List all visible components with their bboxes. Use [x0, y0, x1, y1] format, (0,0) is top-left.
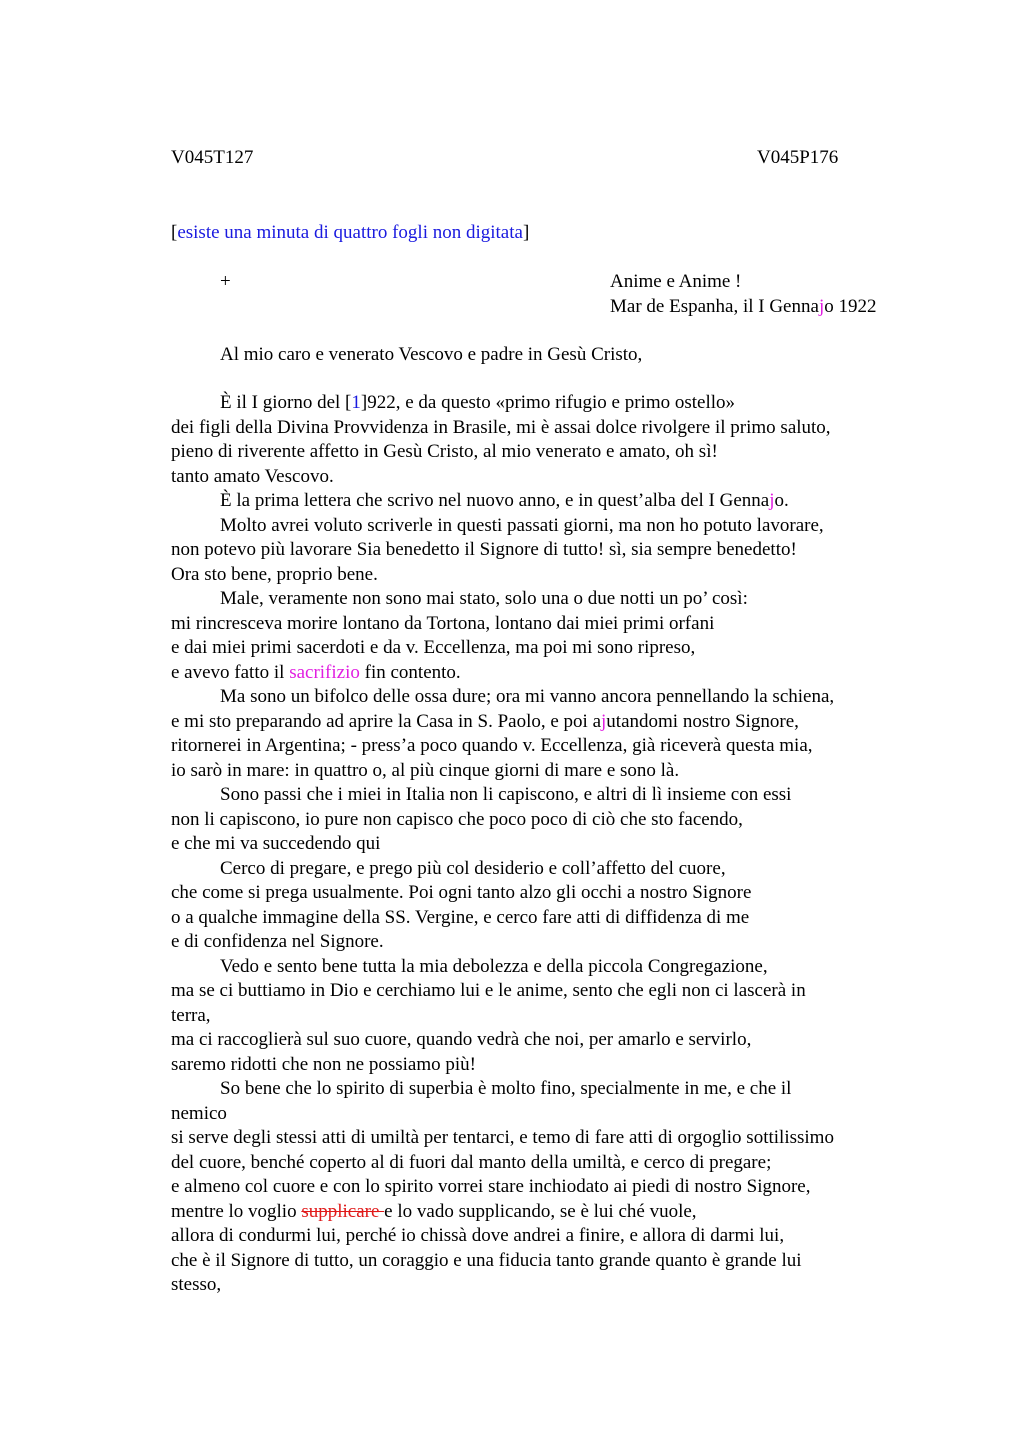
- line-text: ]922, e da questo «primo rifugio e primo ostello»: [360, 392, 736, 413]
- line-text: Ora sto bene, proprio bene.: [171, 563, 378, 585]
- heading-title: Anime e Anime !: [610, 271, 742, 292]
- letter-line: [171, 391, 911, 416]
- line-text: o.: [774, 490, 789, 511]
- line-text: non li capiscono, io pure non capisco che poco poco di ciò che sto facendo,: [171, 808, 743, 830]
- line-text: saremo ridotti che non ne possiamo più!: [171, 1053, 476, 1075]
- letter-line: [171, 759, 911, 784]
- letter-line: [171, 1175, 911, 1200]
- heading-date: [610, 295, 876, 320]
- letter-line: [171, 1102, 911, 1127]
- line-text: Cerco di pregare, e prego più col desiderio e coll’affetto del cuore,: [220, 857, 726, 879]
- line-text: fin contento.: [359, 661, 461, 683]
- heading-date-correction: j: [818, 295, 825, 317]
- letter-line: [171, 489, 911, 514]
- deleted-text: supplicare: [301, 1200, 385, 1222]
- header-left-code: V045T127: [171, 147, 254, 168]
- line-text: e che mi va succedendo qui: [171, 833, 381, 854]
- annotated-text: sacrifizio: [289, 661, 360, 683]
- line-text: Molto avrei voluto scriverle in questi passati giorni, ma non ho potuto lavorare,: [220, 514, 824, 536]
- line-text: ritornerei in Argentina; - press’a poco quando v. Eccellenza, già riceverà questa mia,: [171, 735, 813, 756]
- line-text: tanto amato Vescovo.: [171, 465, 334, 487]
- line-text: io sarò in mare: in quattro o, al più cinque giorni di mare e sono là.: [171, 759, 680, 781]
- line-text: Vedo e sento bene tutta la mia debolezza e della piccola Congregazione,: [220, 955, 768, 977]
- heading-date-part-b: o 1922: [824, 295, 877, 317]
- letter-line: [171, 416, 911, 441]
- letter-line: [171, 1249, 911, 1274]
- editor-note-close: ]: [522, 222, 530, 243]
- annotated-text: j: [601, 710, 607, 732]
- line-text: pieno di riverente affetto in Gesù Cristo, al mio venerato e amato, oh sì!: [171, 441, 718, 462]
- salutation: Al mio caro e venerato Vescovo e padre in Gesù Cristo,: [220, 344, 643, 365]
- line-text: Sono passi che i miei in Italia non li capiscono, e altri di lì insieme con essi: [220, 784, 792, 805]
- line-text: È la prima lettera che scrivo nel nuovo anno, e in quest’alba del I Genna: [220, 490, 770, 511]
- letter-line: [171, 734, 911, 759]
- letter-line: [171, 612, 911, 637]
- line-text: ma ci raccoglierà sul suo cuore, quando vedrà che noi, per amarlo e servirlo,: [171, 1029, 752, 1050]
- letter-line: [171, 1200, 911, 1225]
- line-text: utandomi nostro Signore,: [606, 710, 799, 732]
- line-text: e almeno col cuore e con lo spirito vorrei stare inchiodato ai piedi di nostro Signore,: [171, 1176, 811, 1197]
- line-text: che come si prega usualmente. Poi ogni tanto alzo gli occhi a nostro Signore: [171, 882, 752, 903]
- line-text: È il I giorno del [: [220, 392, 352, 413]
- line-text: o a qualche immagine della SS. Vergine, e cerco fare atti di diffidenza di me: [171, 906, 750, 928]
- line-text: e dai miei primi sacerdoti e da v. Eccellenza, ma poi mi sono ripreso,: [171, 637, 696, 658]
- line-text: ma se ci buttiamo in Dio e cerchiamo lui e le anime, sento che egli non ci lascerà in: [171, 980, 806, 1001]
- letter-line: [171, 857, 911, 882]
- letter-line: [171, 1077, 911, 1102]
- line-text: allora di condurmi lui, perché io chissà dove andrei a finire, e allora di darmi lui,: [171, 1225, 785, 1246]
- letter-line: [171, 710, 911, 735]
- letter-line: [171, 930, 911, 955]
- letter-line: [171, 661, 911, 686]
- line-text: terra,: [171, 1004, 211, 1026]
- letter-line: [171, 783, 911, 808]
- letter-line: [171, 465, 911, 490]
- line-text: si serve degli stessi atti di umiltà per tentarci, e temo di fare atti di orgoglio sottilissimo: [171, 1127, 834, 1148]
- letter-line: [171, 514, 911, 539]
- letter-line: [171, 440, 911, 465]
- line-text: So bene che lo spirito di superbia è molto fino, specialmente in me, e che il: [220, 1078, 792, 1099]
- letter-line: [171, 1126, 911, 1151]
- editor-note-open: [: [171, 222, 178, 243]
- line-text: e avevo fatto il: [171, 661, 290, 683]
- letter-line: [171, 1273, 911, 1298]
- letter-line: [171, 808, 911, 833]
- letter-line: [171, 1053, 911, 1078]
- letter-line: [171, 636, 911, 661]
- letter-line: [171, 881, 911, 906]
- annotated-text: j: [769, 490, 775, 511]
- letter-line: [171, 1028, 911, 1053]
- line-text: che è il Signore di tutto, un coraggio e una fiducia tanto grande quanto è grande lui: [171, 1249, 802, 1271]
- editor-note-text: esiste una minuta di quattro fogli non digitata: [177, 222, 523, 243]
- letter-line: [171, 979, 911, 1004]
- line-text: e lo vado supplicando, se è lui ché vuole,: [384, 1200, 697, 1222]
- line-text: non potevo più lavorare Sia benedetto il Signore di tutto! sì, sia sempre benedetto!: [171, 539, 797, 560]
- letter-line: [171, 906, 911, 931]
- letter-line: [171, 1004, 911, 1029]
- letter-line: [171, 538, 911, 563]
- letter-line: [171, 955, 911, 980]
- letter-body: [171, 391, 911, 1298]
- letter-line: [171, 587, 911, 612]
- letter-line: [171, 685, 911, 710]
- line-text: del cuore, benché coperto al di fuori dal manto della umiltà, e cerco di pregare;: [171, 1151, 772, 1173]
- line-text: mentre lo voglio: [171, 1200, 302, 1222]
- letter-line: [171, 1224, 911, 1249]
- line-text: stesso,: [171, 1274, 222, 1295]
- line-text: nemico: [171, 1102, 227, 1124]
- annotated-text: 1: [351, 392, 361, 413]
- line-text: Male, veramente non sono mai stato, solo una o due notti un po’ così:: [220, 588, 748, 609]
- line-text: dei figli della Divina Provvidenza in Brasile, mi è assai dolce rivolgere il primo saluto,: [171, 416, 831, 438]
- header-right-code: V045P176: [757, 147, 839, 168]
- cross-mark: +: [220, 271, 231, 292]
- heading-date-part-a: Mar de Espanha, il I Genna: [610, 295, 819, 317]
- letter-line: [171, 1151, 911, 1176]
- line-text: e di confidenza nel Signore.: [171, 931, 384, 952]
- line-text: e mi sto preparando ad aprire la Casa in S. Paolo, e poi a: [171, 710, 602, 732]
- line-text: Ma sono un bifolco delle ossa dure; ora mi vanno ancora pennellando la schiena,: [220, 686, 835, 707]
- line-text: mi rincresceva morire lontano da Tortona, lontano dai miei primi orfani: [171, 612, 715, 634]
- editor-note: [171, 221, 529, 246]
- letter-line: [171, 563, 911, 588]
- letter-line: [171, 832, 911, 857]
